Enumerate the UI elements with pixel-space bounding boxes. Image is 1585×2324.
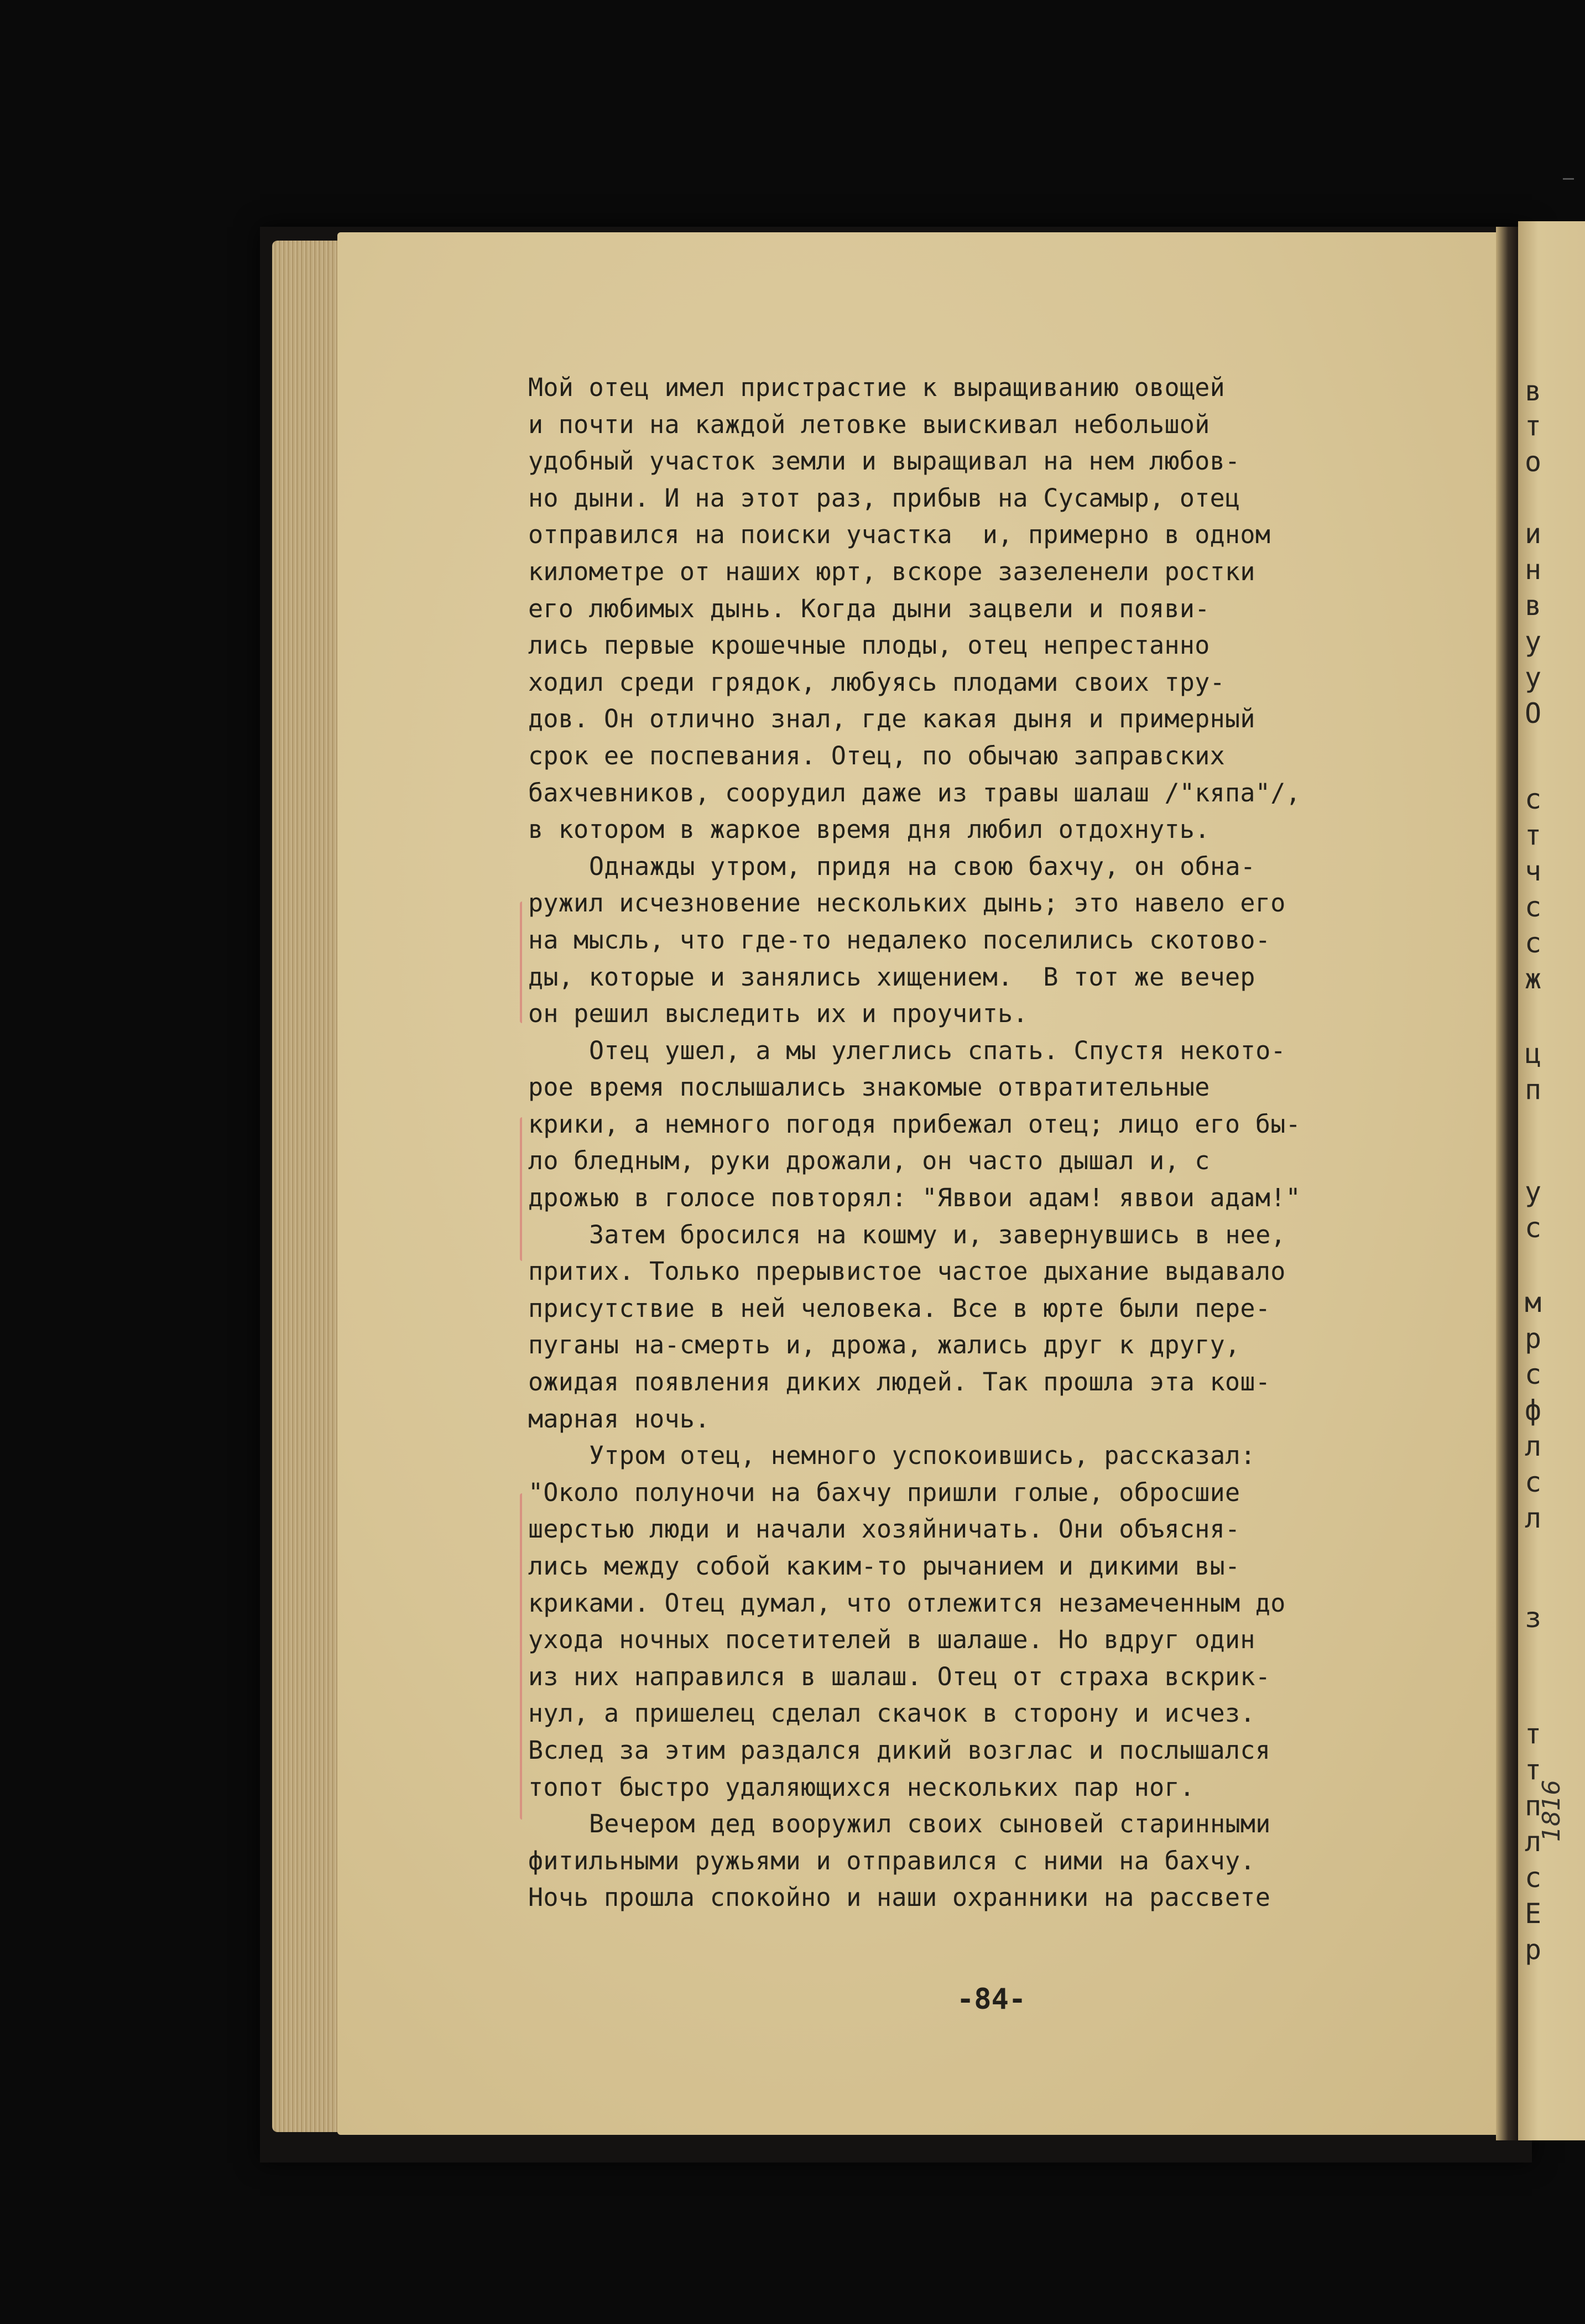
text-line: дов. Он отлично знал, где какая дыня и примерный <box>528 704 1255 734</box>
adjacent-page-text: з <box>1525 1602 1542 1634</box>
adjacent-page-text: п <box>1525 1074 1542 1106</box>
text-line: бахчевников, соорудил даже из травы шалаш /"кяпа"/, <box>528 778 1301 807</box>
text-line: километре от наших юрт, вскоре зазеленели ростки <box>528 556 1255 586</box>
typewritten-text <box>528 369 1499 1916</box>
text-line: ходил среди грядок, любуясь плодами своих тру- <box>528 667 1226 697</box>
text-line: ожидая появления диких людей. Так прошла эта кош- <box>528 1367 1271 1397</box>
margin-handwritten-note: 1816 <box>1537 1780 1566 1842</box>
adjacent-page-text: п <box>1525 1790 1542 1822</box>
adjacent-page-text: о <box>1525 446 1542 478</box>
text-line: Вслед за этим раздался дикий возглас и послышался <box>528 1735 1271 1765</box>
adjacent-page-text: ч <box>1525 855 1542 887</box>
adjacent-page-text: л <box>1525 1430 1542 1462</box>
text-line: в котором в жаркое время дня любил отдохнуть. <box>528 815 1210 845</box>
adjacent-page-text: ф <box>1525 1394 1542 1426</box>
paragraph-start-line: Вечером дед вооружил своих сыновей старинными <box>589 1809 1271 1839</box>
adjacent-page-text: ц <box>1525 1038 1542 1070</box>
text-line: ухода ночных посетителей в шалаше. Но вдруг один <box>528 1625 1255 1655</box>
red-pencil-margin-mark <box>520 1493 528 1820</box>
text-line: притих. Только прерывистое частое дыхание выдавало <box>528 1257 1286 1286</box>
adjacent-page-text: с <box>1525 1212 1542 1244</box>
text-line: Ночь прошла спокойно и наши охранники на рассвете <box>528 1883 1271 1913</box>
text-line: ды, которые и занялись хищением. В тот же вечер <box>528 962 1255 992</box>
text-line: и почти на каждой летовке выискивал небольшой <box>528 409 1210 439</box>
adjacent-page-text: с <box>1525 891 1542 923</box>
red-pencil-margin-mark <box>520 902 528 1023</box>
text-line: но дыни. И на этот раз, прибыв на Сусамыр, отец <box>528 483 1240 513</box>
adjacent-page-text: м <box>1525 1286 1542 1319</box>
adjacent-page-text: л <box>1525 1502 1542 1534</box>
adjacent-page-text: т <box>1525 1754 1542 1786</box>
text-line: лись первые крошечные плоды, отец непрестанно <box>528 630 1210 660</box>
text-line: топот быстро удаляющихся нескольких пар ног. <box>528 1772 1195 1802</box>
paragraph-start-line: Однажды утром, придя на свою бахчу, он обна- <box>589 851 1256 881</box>
adjacent-page-text: Е <box>1525 1898 1542 1930</box>
book-gutter <box>1496 227 1518 2140</box>
text-line: присутствие в ней человека. Все в юрте были пере- <box>528 1293 1271 1323</box>
adjacent-page-text: у <box>1525 626 1542 658</box>
adjacent-page-text: т <box>1525 1718 1542 1750</box>
paragraph-start-line: Утром отец, немного успокоившись, рассказал: <box>589 1441 1256 1471</box>
text-line: нул, а пришелец сделал скачок в сторону и исчез. <box>528 1698 1255 1728</box>
text-line: отправился на поиски участка и, примерно в одном <box>528 520 1271 550</box>
adjacent-page-text: л <box>1525 1826 1542 1858</box>
text-line: ружил исчезновение нескольких дынь; это навело его <box>528 888 1286 918</box>
adjacent-page-text: и <box>1525 518 1542 550</box>
text-line: дрожью в голосе повторял: "Яввои адам! яввои адам!" <box>528 1183 1301 1213</box>
text-line: шерстью люди и начали хозяйничать. Они объясня- <box>528 1514 1240 1544</box>
adjacent-page-text: р <box>1525 1934 1542 1966</box>
adjacent-page-text: ж <box>1525 963 1542 995</box>
text-line: на мысль, что где-то недалеко поселились скотово- <box>528 925 1271 955</box>
text-line: пуганы на-смерть и, дрожа, жались друг к другу, <box>528 1330 1240 1360</box>
scanner-edge-tick <box>1563 178 1574 180</box>
text-line: удобный участок земли и выращивал на нем любов- <box>528 446 1240 476</box>
paragraph-start-line: Затем бросился на кошму и, завернувшись в нее, <box>589 1220 1286 1249</box>
adjacent-page-text: с <box>1525 783 1542 815</box>
adjacent-page-text: с <box>1525 927 1542 959</box>
text-line: он решил выследить их и проучить. <box>528 999 1028 1029</box>
adjacent-page-text: с <box>1525 1358 1542 1390</box>
text-line: Мой отец имел пристрастие к выращиванию овощей <box>528 373 1226 402</box>
text-line: лись между собой каким-то рычанием и дикими вы- <box>528 1551 1240 1581</box>
adjacent-page-text: О <box>1525 697 1542 729</box>
page-number: -84- <box>957 1983 1026 2016</box>
adjacent-page-text: р <box>1525 1322 1542 1354</box>
red-pencil-margin-mark <box>520 1117 528 1261</box>
text-line: марная ночь. <box>528 1404 710 1434</box>
adjacent-page-text: т <box>1525 410 1542 442</box>
text-line: срок ее поспевания. Отец, по обычаю заправских <box>528 741 1226 770</box>
adjacent-page-text: с <box>1525 1862 1542 1894</box>
text-line: его любимых дынь. Когда дыни зацвели и появи- <box>528 593 1210 623</box>
adjacent-page-text: в <box>1525 590 1542 622</box>
adjacent-page-text: у <box>1525 661 1542 694</box>
text-line: криками. Отец думал, что отлежится незамеченным до <box>528 1588 1286 1618</box>
adjacent-page-text: у <box>1525 1176 1542 1208</box>
text-line: ло бледным, руки дрожали, он часто дышал и, с <box>528 1146 1210 1176</box>
text-line: крики, а немного погодя прибежал отец; лицо его бы- <box>528 1109 1301 1139</box>
adjacent-page-text: с <box>1525 1466 1542 1498</box>
text-line: рое время послышались знакомые отвратительные <box>528 1072 1210 1102</box>
adjacent-page-edge <box>1518 221 1585 2140</box>
adjacent-page-text: в <box>1525 375 1542 407</box>
adjacent-page-text: н <box>1525 554 1542 586</box>
text-line: из них направился в шалаш. Отец от страха вскрик- <box>528 1661 1271 1691</box>
text-line: "Около полуночи на бахчу пришли голые, обросшие <box>528 1477 1240 1507</box>
paragraph-start-line: Отец ушел, а мы улеглись спать. Спустя некото- <box>589 1035 1286 1065</box>
adjacent-page-text: т <box>1525 819 1542 851</box>
text-line: фитильными ружьями и отправился с ними на бахчу. <box>528 1846 1255 1875</box>
